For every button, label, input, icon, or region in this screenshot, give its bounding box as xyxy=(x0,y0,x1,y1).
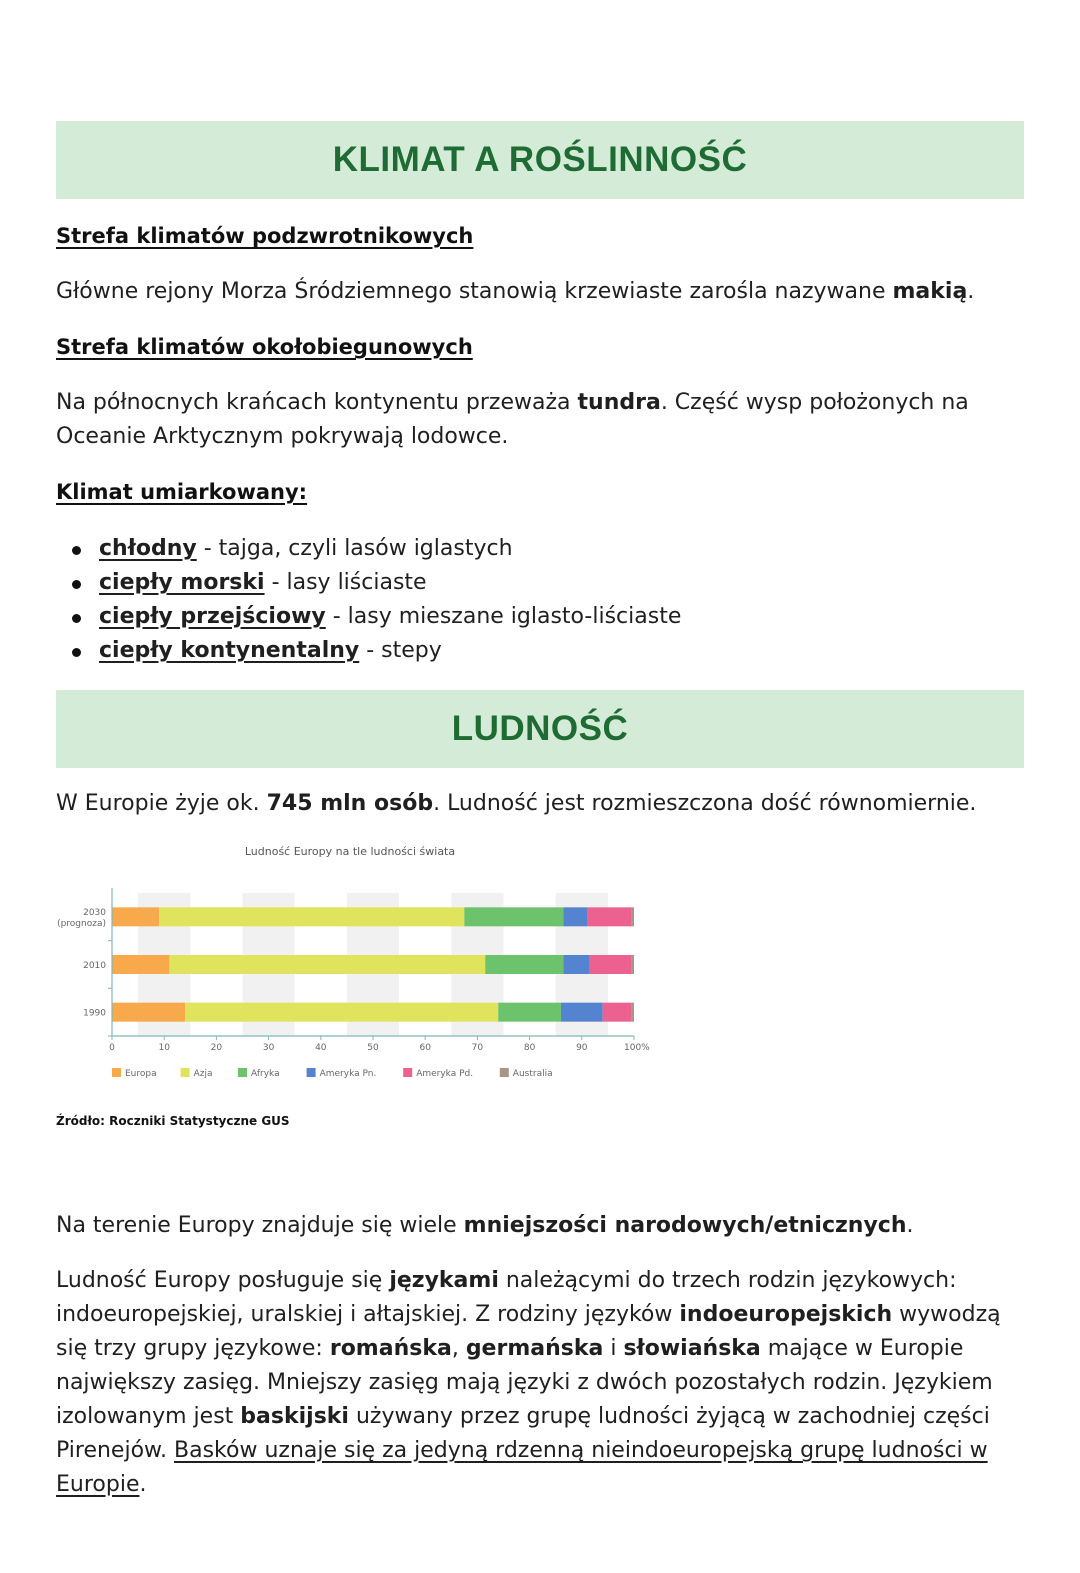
legend-swatch xyxy=(238,1068,247,1077)
x-tick-label: 60 xyxy=(419,1043,431,1053)
x-tick-label: 80 xyxy=(523,1043,536,1053)
heading-polar: Strefa klimatów okołobiegunowych xyxy=(56,335,473,359)
bullet-icon xyxy=(72,648,81,657)
bar-segment xyxy=(564,907,587,926)
paragraph-polar: Na północnych krańcach kontynentu przeważa tundra. Część wysp położonych na Oceanie Arktycznym pokrywają lodowce. xyxy=(56,390,969,449)
legend-label: Afryka xyxy=(251,1069,280,1079)
section-title: LUDNOŚĆ xyxy=(451,709,629,748)
bar-segment xyxy=(112,955,169,974)
bar-segment xyxy=(631,955,634,974)
section-banner-ludnosc xyxy=(56,690,1024,768)
bar-segment xyxy=(485,955,563,974)
bar-segment xyxy=(464,907,563,926)
x-tick-label: 30 xyxy=(262,1043,275,1053)
legend-label: Ameryka Pd. xyxy=(416,1069,474,1079)
x-tick-label: 50 xyxy=(367,1043,379,1053)
x-tick-label: 100% xyxy=(624,1043,650,1053)
paragraph-minorities: Na terenie Europy znajduje się wiele mniejszości narodowych/etnicznych. xyxy=(56,1213,914,1238)
x-tick-label: 10 xyxy=(158,1043,170,1053)
bullet-icon xyxy=(72,580,81,589)
legend-swatch xyxy=(112,1068,121,1077)
bar-segment xyxy=(564,955,590,974)
x-tick-label: 70 xyxy=(471,1043,484,1053)
category-label: 1990 xyxy=(83,1008,106,1019)
bar-segment xyxy=(631,907,634,926)
x-tick-label: 40 xyxy=(315,1043,327,1053)
heading-subtropical: Strefa klimatów podzwrotnikowych xyxy=(56,224,474,248)
paragraph-languages: Ludność Europy posługuje się językami należącymi do trzech rodzin językowych: indoeuropejskiej, uralskiej i ałtajskiej. Z rodziny języków indoeuropejskich wywodzą się trzy grupy językowe: romańska, germańska i słowiańska mające w Europie największy zasięg. Mniejszy zasięg mają języki z dwóch pozostałych rodzin. Językiem izolowanym jest baskijski używany przez grupę ludności żyjącą w zachodniej części Pirenejów. Basków uznaje się za jedyną rdzenną nieindoeuropejską grupę ludności w Europie. xyxy=(56,1268,1001,1497)
bar-segment xyxy=(603,1003,632,1022)
legend-swatch xyxy=(307,1068,316,1077)
legend-swatch xyxy=(500,1068,509,1077)
category-label: 2030 xyxy=(83,907,106,918)
bar-segment xyxy=(631,1003,634,1022)
chart-source: Źródło: Roczniki Statystyczne GUS xyxy=(56,1114,290,1128)
bar-segment xyxy=(112,907,159,926)
category-label: (prognoza) xyxy=(57,918,106,929)
bar-segment xyxy=(561,1003,603,1022)
list-item: chłodny - tajga, czyli lasów iglastych xyxy=(56,532,956,566)
category-label: 2010 xyxy=(83,961,106,971)
legend-label: Ameryka Pn. xyxy=(319,1069,377,1079)
bar-segment xyxy=(587,907,631,926)
paragraph-population-intro: W Europie żyje ok. 745 mln osób. Ludność jest rozmieszczona dość równomiernie. xyxy=(56,791,977,816)
legend-swatch xyxy=(181,1068,190,1077)
bar-segment xyxy=(185,1003,498,1022)
paragraph-subtropical: Główne rejony Morza Śródziemnego stanowią krzewiaste zarośla nazywane makią. xyxy=(56,279,975,304)
bullet-icon xyxy=(72,546,81,555)
bar-segment xyxy=(590,955,632,974)
x-tick-label: 20 xyxy=(210,1043,223,1053)
section-title: KLIMAT A ROŚLINNOŚĆ xyxy=(332,140,748,179)
bar-segment xyxy=(169,955,485,974)
legend-label: Azja xyxy=(193,1069,213,1079)
x-tick-label: 90 xyxy=(576,1043,588,1053)
list-item: ciepły przejściowy - lasy mieszane iglasto-liściaste xyxy=(56,600,956,634)
bar-segment xyxy=(159,907,464,926)
chart-title: Ludność Europy na tle ludności świata xyxy=(244,845,456,858)
legend-label: Australia xyxy=(512,1069,553,1079)
x-tick-label: 0 xyxy=(109,1043,115,1053)
section-banner-klimat xyxy=(56,121,1024,199)
bar-segment xyxy=(112,1003,185,1022)
bullet-icon xyxy=(72,614,81,623)
temperate-list xyxy=(56,532,956,668)
population-chart xyxy=(50,838,670,1088)
list-item: ciepły kontynentalny - stepy xyxy=(56,634,956,668)
legend-label: Europa xyxy=(125,1069,157,1079)
legend-swatch xyxy=(403,1068,412,1077)
heading-temperate: Klimat umiarkowany: xyxy=(56,480,308,504)
bar-segment xyxy=(498,1003,561,1022)
list-item: ciepły morski - lasy liściaste xyxy=(56,566,956,600)
